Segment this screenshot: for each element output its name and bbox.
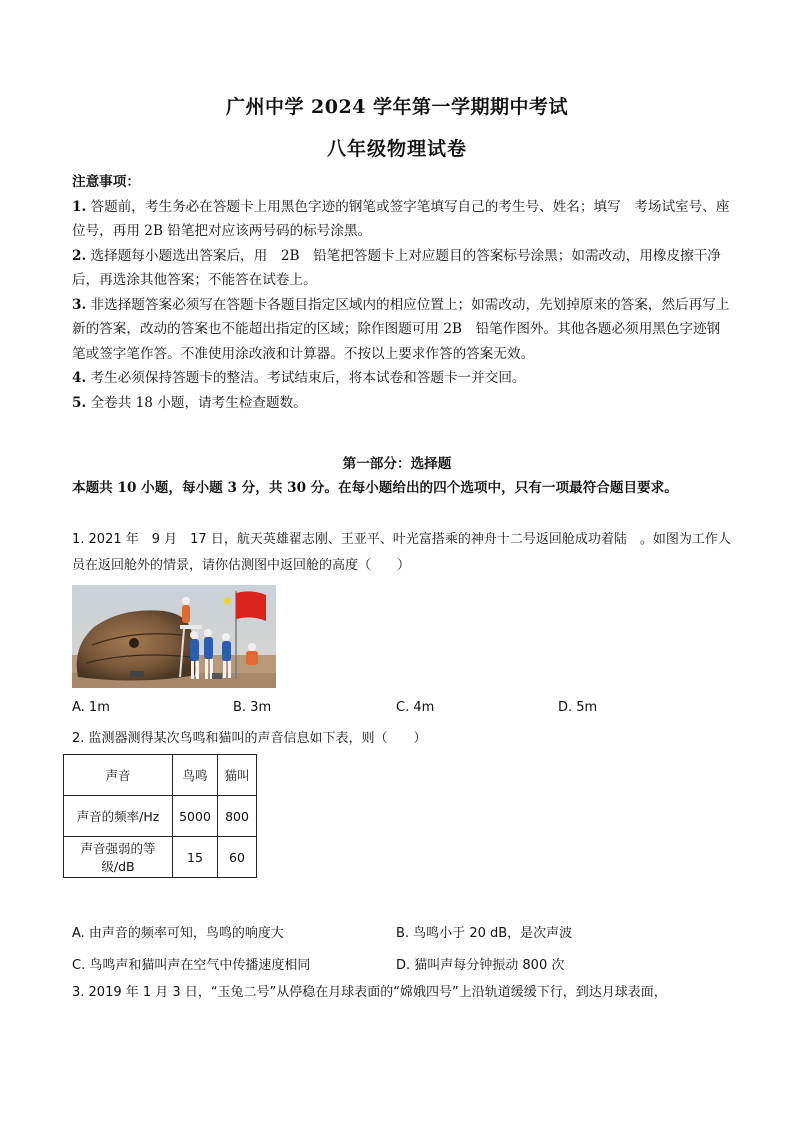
question-1-stem: 1. 2021 年 9 月 17 日，航天英雄翟志刚、王亚平、叶光富搭乘的神舟十二号返回舱成功着陆 。如图为工作人员在返回舱外的情景，请你估测图中返回舱的高度（ ）	[72, 532, 731, 573]
note-item-5	[72, 391, 732, 416]
note-text: 全卷共 18 小题，请考生检查题数。	[90, 394, 307, 411]
q2-option-b[interactable]: B. 鸟鸣小于 20 dB，是次声波	[396, 926, 573, 941]
note-num: 5.	[72, 394, 87, 411]
worker-leg	[228, 661, 231, 678]
worker-helmet	[248, 643, 256, 651]
worker-figure	[222, 641, 231, 661]
capsule-photo	[72, 585, 276, 688]
note-num: 1.	[72, 198, 87, 215]
q2-option-a[interactable]: A. 由声音的频率可知，鸟鸣的响度大	[72, 926, 284, 941]
table-cell: 15	[173, 837, 218, 878]
table-row	[64, 796, 257, 837]
worker-helmet	[190, 631, 198, 639]
note-num: 3.	[72, 296, 87, 313]
table-row	[64, 837, 257, 878]
note-item-2	[72, 244, 732, 293]
worker-helmet	[204, 629, 212, 637]
note-text: 选择题每小题选出答案后，用 2B 铅笔把答题卡上对应题目的答案标号涂黑；如需改动，用橡皮擦干净后，再选涂其他答案；不能答在试卷上。	[72, 247, 721, 288]
table-cell: 5000	[173, 796, 218, 837]
flag	[236, 591, 266, 621]
table-cell: 声音强弱的等级/dB	[64, 837, 173, 878]
notes-heading: 注意事项：	[72, 174, 140, 190]
section-description: 本题共 10 小题，每小题 3 分，共 30 分。在每小题给出的四个选项中，只有一项最符合题目要求。	[72, 480, 678, 496]
equipment	[212, 673, 222, 679]
question-3-stem: 3. 2019 年 1 月 3 日，“玉兔二号”从停稳在月球表面的“嫦娥四号”上沿轨道缓缓下行，到达月球表面，	[72, 985, 667, 1000]
q2-option-d[interactable]: D. 猫叫声每分钟振动 800 次	[396, 958, 565, 973]
worker-leg	[191, 661, 194, 679]
note-item-1	[72, 195, 732, 244]
worker-figure	[246, 651, 258, 665]
table-header-cell: 猫叫	[218, 755, 257, 796]
table-cell: 800	[218, 796, 257, 837]
exam-title: 广州中学 2024 学年第一学期期中考试	[225, 96, 569, 118]
table-cell: 声音的频率/Hz	[64, 796, 173, 837]
worker-leg	[205, 659, 208, 679]
worker-leg	[223, 661, 226, 678]
section-title: 第一部分：选择题	[342, 456, 452, 472]
note-num: 4.	[72, 370, 87, 386]
worker-figure	[182, 605, 190, 623]
table-header-cell: 鸟鸣	[173, 755, 218, 796]
notes-block	[72, 170, 732, 415]
table-header-cell: 声音	[64, 755, 173, 796]
platform	[180, 625, 202, 629]
note-num: 2.	[72, 247, 87, 264]
capsule-photo-illustration	[72, 585, 276, 688]
q1-option-a[interactable]: A. 1m	[72, 700, 110, 715]
question-2-stem: 2. 监测器测得某次鸟鸣和猫叫的声音信息如下表，则（ ）	[72, 731, 427, 746]
note-text: 考生必须保持答题卡的整洁。考试结束后，将本试卷和答题卡一并交回。	[90, 370, 526, 386]
worker-figure	[204, 637, 213, 659]
worker-helmet	[222, 633, 230, 641]
equipment	[130, 671, 144, 677]
note-text: 答题前，考生务必在答题卡上用黑色字迹的钢笔或签字笔填写自己的考生号、姓名；填写 考场试室号、座位号，再用 2B 铅笔把对应该两号码的标号涂黑。	[72, 198, 730, 239]
capsule-hatch	[129, 638, 139, 648]
worker-figure	[190, 639, 199, 661]
note-item-3	[72, 293, 732, 367]
sound-info-table	[63, 754, 257, 878]
q2-option-c[interactable]: C. 鸟鸣声和猫叫声在空气中传播速度相同	[72, 958, 311, 973]
q1-option-b[interactable]: B. 3m	[233, 700, 272, 715]
table-cell: 60	[218, 837, 257, 878]
note-text: 非选择题答案必须写在答题卡各题目指定区域内的相应位置上；如需改动，先划掉原来的答案，然后再写上新的答案，改动的答案也不能超出指定的区域；除作图题可用 2B 铅笔作图外。其他各题必须用黑色字迹钢笔或签字笔作答。不准使用涂改液和计算器。不按以上要求作答的答案无效。	[72, 296, 730, 362]
exam-subtitle: 八年级物理试卷	[326, 138, 467, 160]
worker-helmet	[182, 597, 190, 605]
worker-leg	[196, 661, 199, 679]
q1-option-d[interactable]: D. 5m	[558, 700, 598, 715]
q1-option-c[interactable]: C. 4m	[396, 700, 435, 715]
note-item-4	[72, 366, 732, 391]
table-header-row	[64, 755, 257, 796]
